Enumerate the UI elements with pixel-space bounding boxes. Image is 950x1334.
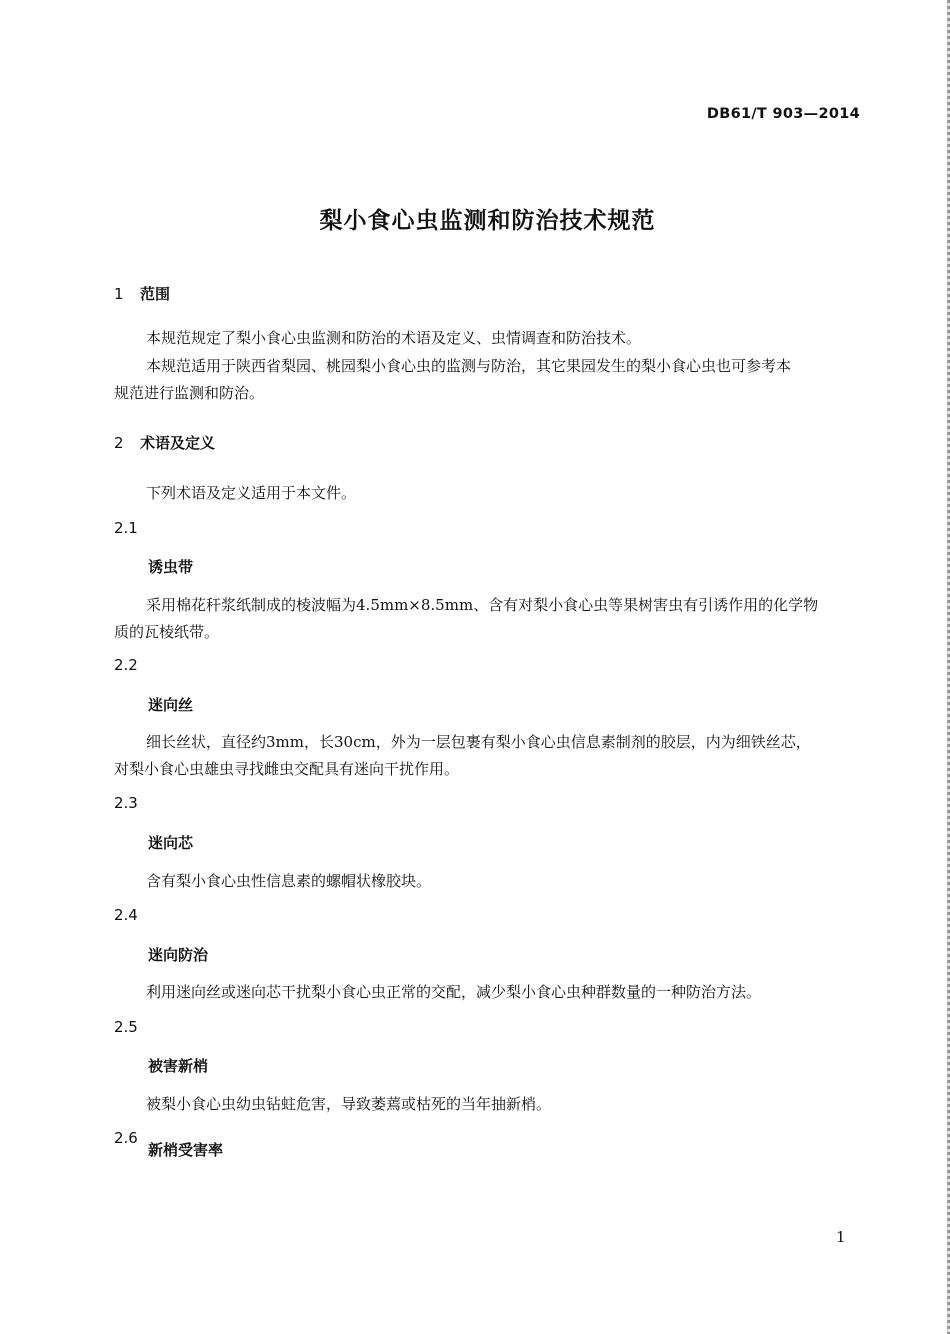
- section-number: 2: [114, 434, 124, 452]
- term-definition: 细长丝状，直径约3mm，长30cm，外为一层包裹有梨小食心虫信息素制剂的胶层，内为细铁丝芯，: [146, 733, 811, 751]
- document-code: DB61/T 903—2014: [706, 106, 860, 122]
- term-definition: 采用棉花秆浆纸制成的棱波幅为4.5mm×8.5mm、含有对梨小食心虫等果树害虫有引诱作用的化学物: [146, 596, 819, 614]
- subsection-number: 2.5: [114, 1018, 138, 1036]
- section-heading-terms: [114, 432, 215, 453]
- section-label: 术语及定义: [140, 434, 216, 452]
- paragraph-continuation: 规范进行监测和防治。: [114, 384, 265, 402]
- term-heading: 迷向芯: [148, 834, 194, 852]
- page-number: 1: [836, 1228, 846, 1246]
- term-definition: 利用迷向丝或迷向芯干扰梨小食心虫正常的交配，减少梨小食心虫种群数量的一种防治方法。: [146, 983, 762, 1001]
- subsection-number: 2.4: [114, 906, 138, 924]
- section-number: 1: [114, 285, 124, 303]
- document-title: 梨小食心虫监测和防治技术规范: [319, 208, 656, 234]
- paragraph: 下列术语及定义适用于本文件。: [146, 484, 357, 502]
- term-heading: 诱虫带: [148, 558, 194, 576]
- term-heading: 被害新梢: [148, 1057, 209, 1075]
- term-heading: 迷向防治: [148, 946, 209, 964]
- paragraph: 本规范适用于陕西省梨园、桃园梨小食心虫的监测与防治，其它果园发生的梨小食心虫也可参考本: [146, 357, 792, 375]
- term-heading: 新梢受害率: [148, 1141, 224, 1159]
- paragraph: 本规范规定了梨小食心虫监测和防治的术语及定义、虫情调查和防治技术。: [146, 329, 642, 347]
- subsection-number: 2.6: [114, 1129, 138, 1147]
- term-definition: 被梨小食心虫幼虫钻蛀危害，导致萎蔫或枯死的当年抽新梢。: [146, 1095, 552, 1113]
- term-definition: 含有梨小食心虫性信息素的螺帽状橡胶块。: [146, 872, 432, 890]
- subsection-number: 2.1: [114, 519, 138, 537]
- section-heading-scope: [114, 283, 170, 304]
- subsection-number: 2.2: [114, 656, 138, 674]
- term-definition-continuation: 对梨小食心虫雄虫寻找雌虫交配具有迷向干扰作用。: [114, 760, 460, 778]
- term-heading: 迷向丝: [148, 696, 194, 714]
- subsection-number: 2.3: [114, 794, 138, 812]
- term-definition-continuation: 质的瓦棱纸带。: [114, 623, 220, 641]
- section-label: 范围: [140, 285, 171, 303]
